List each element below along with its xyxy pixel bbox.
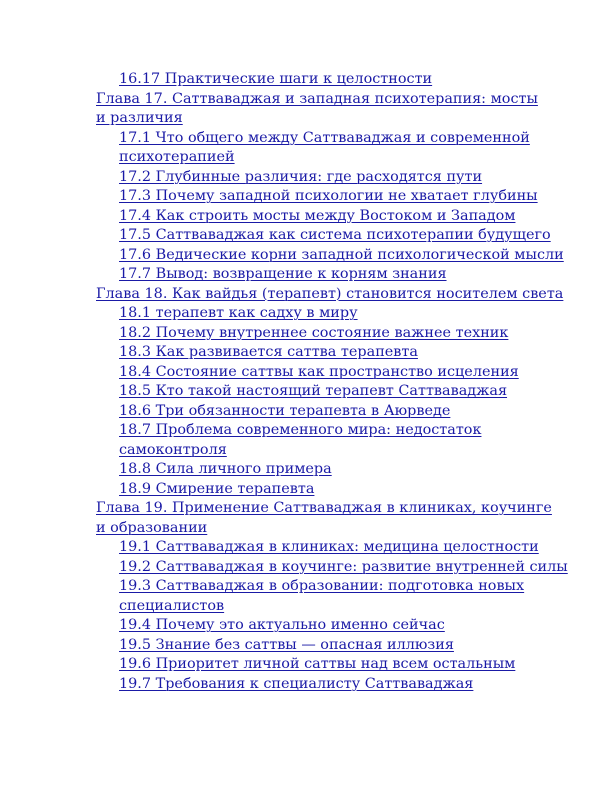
toc-section-line (0, 636, 607, 656)
section-link[interactable]: 18.2 Почему внутреннее состояние важнее техник (119, 324, 509, 341)
chapter-link[interactable]: Глава 17. Саттваваджая и западная психотерапия: мосты (96, 90, 538, 107)
toc-section-line (0, 597, 607, 617)
toc-section-line (0, 304, 607, 324)
table-of-contents (0, 70, 607, 694)
section-link[interactable]: 18.6 Три обязанности терапевта в Аюрведе (119, 402, 451, 419)
section-link[interactable]: 17.2 Глубинные различия: где расходятся пути (119, 168, 483, 185)
toc-section-line (0, 324, 607, 344)
toc-section-line (0, 129, 607, 149)
section-link[interactable]: 19.5 Знание без саттвы — опасная иллюзия (119, 636, 454, 653)
toc-section-line (0, 538, 607, 558)
toc-chapter-line (0, 499, 607, 519)
chapter-link[interactable]: Глава 19. Применение Саттваваджая в клиниках, коучинге (96, 500, 552, 516)
section-link[interactable]: психотерапией (119, 149, 235, 165)
section-link[interactable]: 18.8 Сила личного примера (119, 461, 332, 477)
toc-section-line (0, 246, 607, 266)
toc-section-line (0, 168, 607, 188)
section-link[interactable]: специалистов (119, 597, 225, 614)
section-link[interactable]: 18.1 терапевт как садху в миру (119, 305, 358, 321)
section-link[interactable]: 16.17 Практические шаги к целостности (119, 71, 433, 87)
section-link[interactable]: 19.2 Саттваваджая в коучинге: развитие внутренней силы (119, 558, 568, 575)
section-link[interactable]: 19.4 Почему это актуально именно сейчас (119, 617, 445, 633)
toc-section-line (0, 675, 607, 695)
toc-chapter-line (0, 285, 607, 305)
toc-section-line (0, 363, 607, 383)
toc-chapter-line (0, 109, 607, 129)
toc-chapter-line (0, 90, 607, 110)
chapter-link[interactable]: Глава 18. Как вайдья (терапевт) становится носителем света (96, 285, 564, 302)
section-link[interactable]: 18.3 Как развивается саттва терапевта (119, 344, 418, 360)
section-link[interactable]: 18.4 Состояние саттвы как пространство исцеления (119, 363, 519, 380)
toc-section-line (0, 148, 607, 168)
section-link[interactable]: 18.5 Кто такой настоящий терапевт Саттваваджая (119, 383, 508, 399)
toc-section-line (0, 187, 607, 207)
section-link[interactable]: 17.7 Вывод: возвращение к корням знания (119, 266, 447, 282)
section-link[interactable]: самоконтроля (119, 441, 227, 458)
chapter-link[interactable]: и образовании (96, 519, 208, 536)
section-link[interactable]: 19.7 Требования к специалисту Саттваваджая (119, 675, 474, 692)
toc-section-line (0, 70, 607, 90)
toc-chapter-line (0, 519, 607, 539)
toc-section-line (0, 480, 607, 500)
section-link[interactable]: 17.6 Ведические корни западной психологической мысли (119, 246, 564, 263)
section-link[interactable]: 17.3 Почему западной психологии не хватает глубины (119, 188, 538, 204)
toc-section-line (0, 343, 607, 363)
toc-section-line (0, 577, 607, 597)
toc-section-line (0, 226, 607, 246)
toc-section-line (0, 655, 607, 675)
section-link[interactable]: 18.7 Проблема современного мира: недостаток (119, 422, 482, 438)
chapter-link[interactable]: и различия (96, 110, 183, 126)
toc-section-line (0, 265, 607, 285)
section-link[interactable]: 19.6 Приоритет личной саттвы над всем остальным (119, 656, 516, 672)
toc-section-line (0, 441, 607, 461)
toc-section-line (0, 207, 607, 227)
section-link[interactable]: 19.3 Саттваваджая в образовании: подготовка новых (119, 578, 525, 594)
toc-section-line (0, 421, 607, 441)
toc-section-line (0, 460, 607, 480)
section-link[interactable]: 18.9 Смирение терапевта (119, 480, 315, 497)
toc-section-line (0, 558, 607, 578)
toc-section-line (0, 616, 607, 636)
toc-section-line (0, 382, 607, 402)
section-link[interactable]: 17.4 Как строить мосты между Востоком и Западом (119, 207, 516, 224)
toc-section-line (0, 402, 607, 422)
section-link[interactable]: 19.1 Саттваваджая в клиниках: медицина целостности (119, 539, 539, 555)
section-link[interactable]: 17.5 Саттваваджая как система психотерапии будущего (119, 227, 551, 243)
section-link[interactable]: 17.1 Что общего между Саттваваджая и современной (119, 129, 530, 146)
